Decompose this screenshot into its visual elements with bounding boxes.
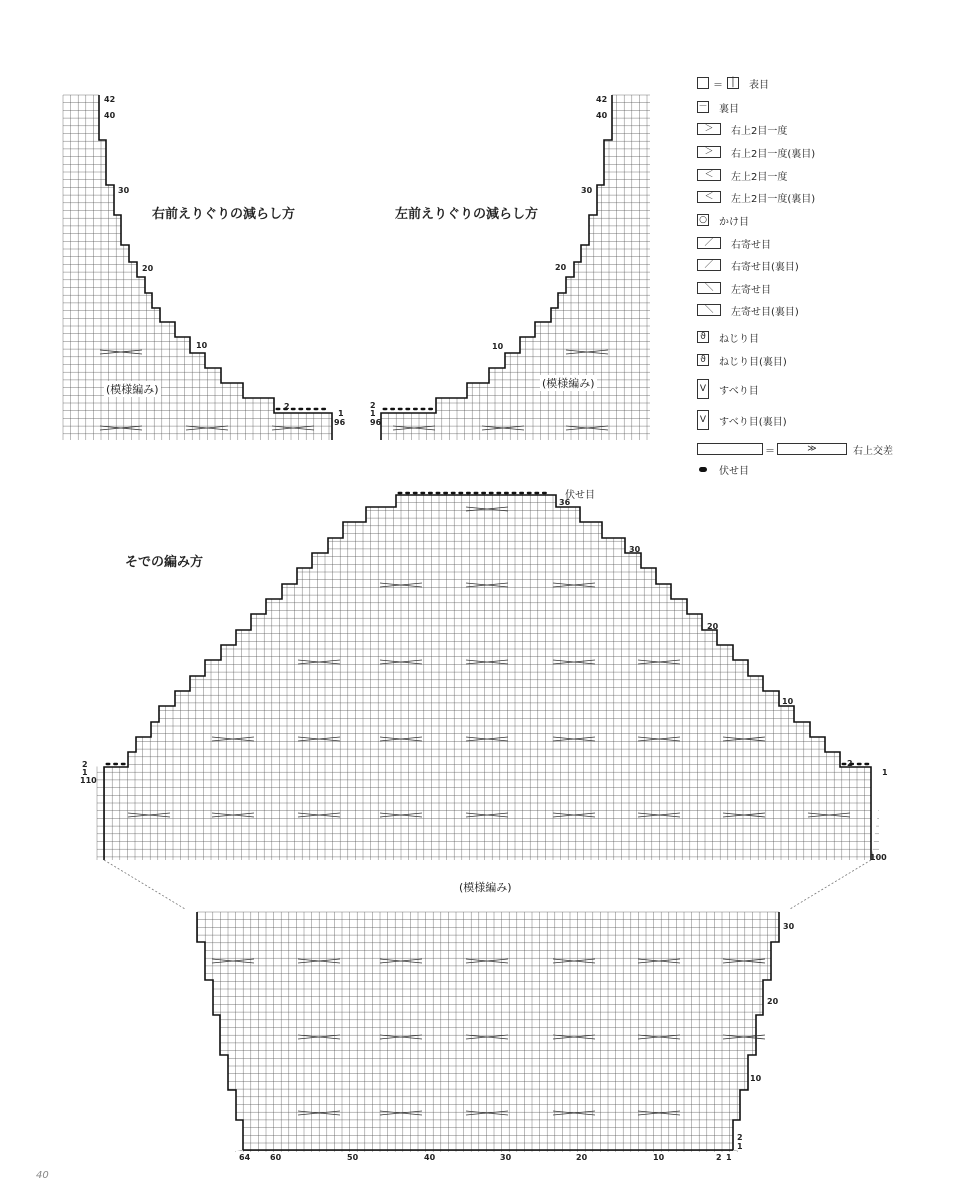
left-row-label-20: 20: [555, 263, 567, 272]
sleeve-row-label-30: 30: [629, 545, 641, 554]
legend-row: [697, 143, 815, 161]
right-chart-cable-3: [272, 426, 314, 430]
sleeve-row-label-2l: 2: [82, 760, 88, 769]
sleeve-cable-13: [553, 737, 595, 741]
bind-off-mark: [321, 408, 326, 410]
legend-row: [697, 279, 771, 297]
sleeve-cable-36: [638, 1035, 680, 1039]
sleeve-row-label-1r: 1: [882, 768, 888, 777]
bind-off-mark: [481, 492, 486, 494]
sleeve-pattern-label: (模様編み): [459, 881, 512, 894]
bind-off-icon: [699, 467, 707, 472]
right-chart-cable-1: [100, 426, 142, 430]
legend-label: 右寄せ目(裏目): [731, 261, 799, 273]
bind-off-mark: [398, 492, 403, 494]
legend-label: 右上交差: [853, 445, 893, 457]
legend-row: [697, 98, 739, 116]
twisted-stitch-icon: ϑ: [697, 331, 709, 343]
legend-row: [697, 166, 787, 184]
guide-line-right: [785, 860, 871, 912]
left-k2tog-purl-icon: ＜: [697, 191, 721, 203]
sleeve-cable-42: [638, 1111, 680, 1115]
left-front-title: 左前えりぐりの減らし方: [395, 207, 539, 222]
left-chart-cable-2: [566, 350, 608, 354]
empty-square-icon: [697, 77, 709, 89]
bind-off-mark: [527, 492, 532, 494]
bind-off-mark: [542, 492, 547, 494]
right-chart-pattern-label: (模様編み): [106, 383, 159, 396]
col-label-40: 40: [424, 1153, 436, 1162]
sleeve-row-label-36: 36: [559, 498, 571, 507]
left-chart-pattern-label: (模様編み): [542, 377, 595, 390]
sleeve-left-bind-off: [106, 763, 126, 765]
sleeve-row-label-110: 110: [80, 776, 97, 785]
sleeve-cable-9: [212, 737, 254, 741]
sleeve-cable-2: [466, 583, 508, 587]
sleeve-cable-18: [298, 813, 340, 817]
legend-row: [697, 440, 893, 458]
bind-off-mark: [428, 492, 433, 494]
right-chart-cable-0: [100, 350, 142, 354]
legend-label: 左上2目一度(裏目): [731, 193, 816, 205]
sleeve-cable-12: [466, 737, 508, 741]
legend-row: [697, 211, 749, 229]
sleeve-cable-7: [553, 660, 595, 664]
left-chart-cable-0: [393, 426, 435, 430]
lower-row-label-2: 2: [737, 1133, 743, 1142]
legend-row: [697, 301, 799, 319]
legend-label: 裏目: [719, 103, 739, 115]
sleeve-cable-24: [808, 813, 850, 817]
bind-off-mark: [443, 492, 448, 494]
sleeve-cable-4: [298, 660, 340, 664]
legend-row: [697, 460, 749, 478]
col-label-10: 10: [653, 1153, 665, 1162]
left-row-label-40: 40: [596, 111, 608, 120]
bind-off-mark: [390, 408, 395, 410]
slip-stitch-icon: V: [697, 379, 709, 399]
legend-row: [697, 234, 771, 252]
sleeve-cable-39: [380, 1111, 422, 1115]
bind-off-mark: [314, 408, 319, 410]
bind-off-mark: [512, 492, 517, 494]
sleeve-lower-mask-left: [185, 908, 243, 1160]
left-row-label-42: 42: [596, 95, 608, 104]
right-row-label-40: 40: [104, 111, 116, 120]
sleeve-row-label-20: 20: [707, 622, 719, 631]
left-chart-cable-3: [566, 426, 608, 430]
bind-off-mark: [121, 763, 126, 765]
legend-label: 左寄せ目: [731, 284, 771, 296]
sleeve-cable-17: [212, 813, 254, 817]
legend-row: [697, 74, 769, 92]
sleeve-row-label-10: 10: [782, 697, 794, 706]
bind-off-mark: [276, 408, 281, 410]
bind-off-mark: [113, 763, 118, 765]
left-lean-icon: ＼: [697, 282, 721, 294]
bind-off-mark: [428, 408, 433, 410]
bind-off-mark: [504, 492, 509, 494]
sleeve-cable-27: [380, 959, 422, 963]
sleeve-cable-41: [553, 1111, 595, 1115]
bind-off-mark: [413, 408, 418, 410]
left-k2tog-icon: ＜: [697, 169, 721, 181]
left-row-label-1: 1: [370, 409, 376, 418]
legend-row: [697, 351, 787, 369]
legend-label: ねじり目(裏目): [719, 356, 787, 368]
bind-off-mark: [466, 492, 471, 494]
sleeve-bind-off-label: 伏せ目: [565, 490, 595, 501]
legend-label: 左上2目一度: [731, 171, 788, 183]
sleeve-row-label-2r: 2: [847, 759, 853, 768]
legend-row: [697, 256, 799, 274]
col-label-20: 20: [576, 1153, 588, 1162]
legend-row: [697, 328, 759, 346]
sleeve-lower-grid-lines: [190, 912, 786, 1152]
cable-pattern-icon: [697, 443, 763, 455]
legend-equals: ＝: [765, 445, 775, 457]
right-lean-icon: ／: [697, 237, 721, 249]
sleeve-cable-6: [466, 660, 508, 664]
sleeve-cable-20: [466, 813, 508, 817]
bind-off-mark: [421, 408, 426, 410]
right-row-label-1: 1: [338, 409, 344, 418]
bind-off-mark: [306, 408, 311, 410]
slip-purl-icon: V: [697, 410, 709, 430]
legend-label: すべり目: [719, 385, 759, 397]
bind-off-mark: [534, 492, 539, 494]
sleeve-cable-3: [553, 583, 595, 587]
right-row-label-20: 20: [142, 264, 154, 273]
sleeve-lower-mask-right: [733, 908, 790, 1160]
right-row-label-42: 42: [104, 95, 116, 104]
bind-off-mark: [842, 763, 847, 765]
legend-row: [697, 120, 787, 138]
legend-label: かけ目: [719, 216, 749, 228]
sleeve-cable-10: [298, 737, 340, 741]
sleeve-lower-grid: [190, 912, 786, 1152]
bind-off-mark: [474, 492, 479, 494]
lower-row-label-30: 30: [783, 922, 795, 931]
sleeve-row-label-1l: 1: [82, 768, 88, 777]
bind-off-mark: [489, 492, 494, 494]
legend-label: 左寄せ目(裏目): [731, 306, 799, 318]
right-k2tog-purl-icon: ＞: [697, 146, 721, 158]
left-col-label-96: 96: [370, 418, 382, 427]
bind-off-mark: [496, 492, 501, 494]
col-label-1: 1: [726, 1153, 732, 1162]
bind-off-mark: [458, 492, 463, 494]
sleeve-cable-31: [723, 959, 765, 963]
legend-label: 右上2目一度(裏目): [731, 148, 816, 160]
right-k2tog-icon: ＞: [697, 123, 721, 135]
right-lean-purl-icon: ／: [697, 259, 721, 271]
sleeve-cable-30: [638, 959, 680, 963]
legend-label: ねじり目: [719, 333, 759, 345]
legend-label: 右寄せ目: [731, 239, 771, 251]
legend-equals: ＝: [713, 79, 723, 91]
bind-off-mark: [451, 492, 456, 494]
bind-off-mark: [383, 408, 388, 410]
sleeve-cable-16: [128, 813, 170, 817]
legend-row: [697, 377, 759, 401]
legend-row: [697, 408, 787, 432]
right-front-title: 右前えりぐりの減らし方: [152, 207, 296, 222]
page-number: 40: [36, 1170, 49, 1181]
left-lean-purl-icon: ＼: [697, 304, 721, 316]
col-label-50: 50: [347, 1153, 359, 1162]
right-col-label-96: 96: [334, 418, 346, 427]
col-label-60: 60: [270, 1153, 282, 1162]
col-label-2: 2: [716, 1153, 722, 1162]
twisted-purl-icon: ϑ: [697, 354, 709, 366]
bind-off-mark: [864, 763, 869, 765]
sleeve-cable-15: [723, 737, 765, 741]
bind-off-mark: [106, 763, 111, 765]
right-row-label-2: 2: [284, 402, 290, 411]
bind-off-mark: [291, 408, 296, 410]
legend-label: 伏せ目: [719, 465, 749, 477]
bind-off-mark: [413, 492, 418, 494]
sleeve-cable-29: [553, 959, 595, 963]
bind-off-mark: [398, 408, 403, 410]
right-row-label-10: 10: [196, 341, 208, 350]
bind-off-mark: [857, 763, 862, 765]
bind-off-mark: [405, 492, 410, 494]
bind-off-mark: [420, 492, 425, 494]
legend-label: すべり目(裏目): [719, 416, 787, 428]
yarn-over-icon: ○: [697, 214, 709, 226]
left-row-label-2: 2: [370, 401, 376, 410]
col-label-30: 30: [500, 1153, 512, 1162]
col-label-64: 64: [239, 1153, 251, 1162]
bind-off-mark: [519, 492, 524, 494]
legend-label: 表目: [749, 79, 769, 91]
lower-row-label-1: 1: [737, 1142, 743, 1151]
sleeve-cable-35: [553, 1035, 595, 1039]
guide-line-left: [104, 860, 190, 912]
sleeve-title: そでの編み方: [125, 555, 204, 570]
sleeve-cable-25: [212, 959, 254, 963]
lower-row-label-20: 20: [767, 997, 779, 1006]
legend-row: [697, 188, 815, 206]
bind-off-mark: [298, 408, 303, 410]
left-row-label-10: 10: [492, 342, 504, 351]
sleeve-row-label-100: 100: [870, 853, 887, 862]
sleeve-cable-21: [553, 813, 595, 817]
knit-stitch-icon: │: [727, 77, 739, 89]
lower-row-label-10: 10: [750, 1074, 762, 1083]
bind-off-mark: [436, 492, 441, 494]
sleeve-cable-23: [723, 813, 765, 817]
legend-label: 右上2目一度: [731, 125, 788, 137]
purl-stitch-icon: －: [698, 102, 708, 112]
right-row-label-30: 30: [118, 186, 130, 195]
sleeve-cable-33: [380, 1035, 422, 1039]
bind-off-mark: [405, 408, 410, 410]
left-row-label-30: 30: [581, 186, 593, 195]
cable-cross-icon: ≫: [777, 443, 847, 455]
